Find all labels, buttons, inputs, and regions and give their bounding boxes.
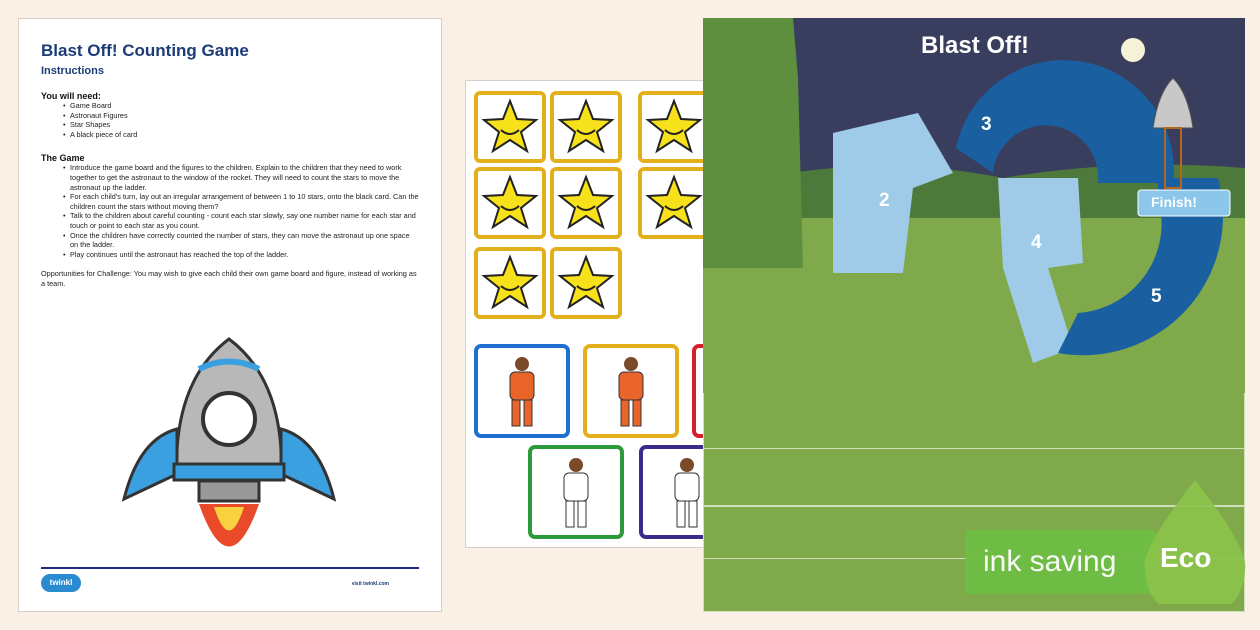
space-3: 3 bbox=[981, 114, 992, 135]
need-item: • A black piece of card bbox=[63, 130, 419, 140]
astronaut-icon bbox=[667, 455, 707, 529]
need-item: • Game Board bbox=[63, 101, 419, 111]
sheet-footer bbox=[41, 567, 419, 593]
star-card bbox=[474, 247, 546, 319]
eco-label: Eco bbox=[1160, 542, 1212, 573]
star-card bbox=[474, 91, 546, 163]
game-item: • For each child's turn, lay out an irregular arrangement of between 1 to 10 stars, onto the black card. Can the children count the stars without moving them? bbox=[63, 192, 419, 211]
game-item: • Play continues until the astronaut has reached the top of the ladder. bbox=[63, 250, 419, 260]
astronaut-card bbox=[474, 344, 570, 438]
star-card bbox=[550, 91, 622, 163]
game-item: • Introduce the game board and the figures to the children. Explain to the children that they need to work together to get the astronaut to the window of the rocket. They will need to count the stars to move the astronaut up the ladder. bbox=[63, 163, 419, 192]
star-card bbox=[638, 91, 710, 163]
game-list bbox=[63, 163, 419, 259]
board-layer bbox=[703, 390, 1245, 450]
sheet-subtitle: Instructions bbox=[41, 65, 104, 77]
need-item: • Astronaut Figures bbox=[63, 111, 419, 121]
astronaut-card bbox=[528, 445, 624, 539]
space-2: 2 bbox=[879, 190, 890, 211]
need-heading: You will need: bbox=[41, 91, 101, 101]
star-card bbox=[474, 167, 546, 239]
challenge-text: Opportunities for Challenge: You may wish to give each child their own game board and figure, instead of working as a team. bbox=[41, 269, 417, 288]
game-item: • Once the children have correctly counted the number of stars, they can move the astronaut up one space on the ladder. bbox=[63, 231, 419, 250]
need-list bbox=[63, 101, 419, 139]
board-title: Blast Off! bbox=[921, 32, 1029, 59]
sheet-title: Blast Off! Counting Game bbox=[41, 41, 249, 60]
astronaut-icon bbox=[611, 354, 651, 428]
game-heading: The Game bbox=[41, 153, 85, 164]
space-5: 5 bbox=[1151, 286, 1162, 307]
astronaut-card bbox=[583, 344, 679, 438]
space-4: 4 bbox=[1031, 232, 1042, 253]
twinkl-logo: twinkl bbox=[41, 574, 81, 592]
star-card bbox=[550, 247, 622, 319]
rocket-illustration bbox=[119, 329, 339, 569]
visit-link[interactable]: visit twinkl.com bbox=[351, 581, 389, 587]
need-item: • Star Shapes bbox=[63, 120, 419, 130]
star-card bbox=[550, 167, 622, 239]
astronaut-icon bbox=[556, 455, 596, 529]
star-card bbox=[638, 167, 710, 239]
game-item: • Talk to the children about careful counting - count each star slowly, say one number name for each star and touch or point to each star as you count. bbox=[63, 211, 419, 230]
instruction-sheet bbox=[18, 18, 442, 612]
finish-label: Finish! bbox=[1151, 194, 1197, 210]
astronaut-icon bbox=[502, 354, 542, 428]
ink-saving-badge: ink saving bbox=[965, 530, 1155, 594]
